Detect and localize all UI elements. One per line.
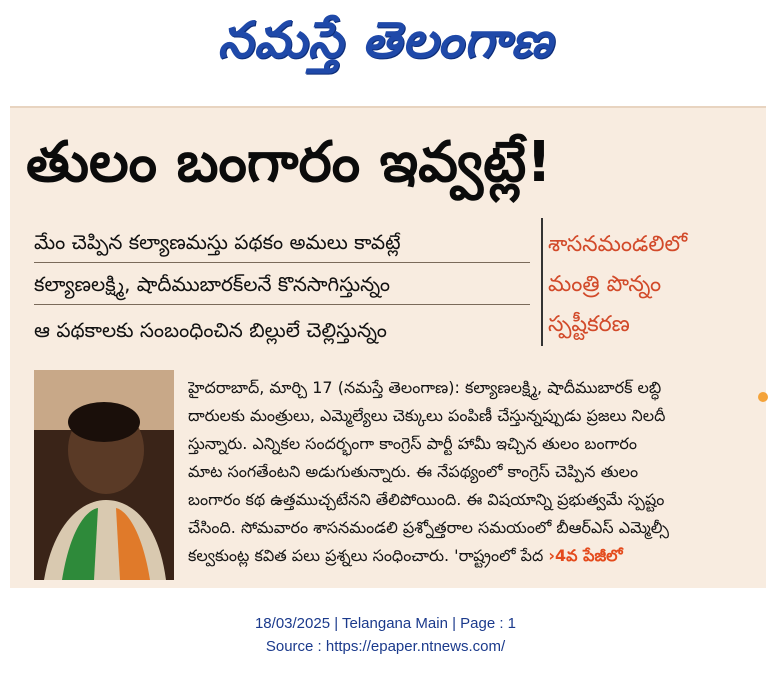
- masthead-title: నమస్తే తెలంగాణ: [217, 10, 554, 69]
- body-line: బంగారం కథ ఉత్తముచ్చటేనని తేలిపోయింది. ఈ విషయాన్ని ప్రభుత్వమే స్పష్టం: [188, 490, 665, 509]
- footer-date-line: 18/03/2025 | Telangana Main | Page : 1: [254, 615, 517, 632]
- subhead-divider: [34, 304, 530, 305]
- footer-source-line[interactable]: Source : https://epaper.ntnews.com/: [265, 638, 506, 655]
- minister-photo: [34, 370, 174, 580]
- continued-on-page-link[interactable]: [548, 546, 622, 565]
- article-body: [188, 374, 748, 570]
- news-clipping: [10, 106, 766, 588]
- subhead-divider: [34, 262, 530, 263]
- column-divider: [541, 218, 543, 346]
- chevron-right-icon: ›: [548, 546, 555, 565]
- sidebar-line-2: మంత్రి పొన్నం: [548, 272, 662, 297]
- body-line-last: [188, 542, 748, 570]
- body-line: మాట సంగతేంటని అడుగుతున్నారు. ఈ నేపథ్యంలో కాంగ్రెస్ చెప్పిన తులం: [188, 462, 639, 481]
- subhead-1: మేం చెప్పిన కల్యాణమస్తు పథకం అమలు కావట్లే: [34, 230, 401, 254]
- subhead-2: కల్యాణలక్ష్మి, షాదీముబారక్‌లనే కొనసాగిస్తున్నం: [34, 272, 390, 296]
- body-line-text: కల్వకుంట్ల కవిత పలు ప్రశ్నలు సంధించారు. 'రాష్ట్రంలో పేద: [188, 546, 544, 565]
- sidebar-line-3: స్పష్టీకరణ: [548, 312, 630, 337]
- body-line: చేసింది. సోమవారం శాసనమండలి ప్రశ్నోత్తరాల సమయంలో బీఆర్‌ఎస్ ఎమ్మెల్సీ: [188, 518, 669, 537]
- sidebar-line-1: శాసనమండలిలో: [548, 232, 688, 257]
- footer: [0, 612, 771, 658]
- continued-label: 4వ పేజీలో: [554, 546, 623, 565]
- body-line: హైదరాబాద్, మార్చి 17 (నమస్తే తెలంగాణ): కల్యాణలక్ష్మి, షాదీముబారక్ లబ్ధి: [188, 378, 662, 397]
- subhead-3: ఆ పథకాలకు సంబంధించిన బిల్లులే చెల్లిస్తున్నం: [34, 318, 387, 342]
- masthead: [0, 0, 771, 92]
- body-line: దారులకు మంత్రులు, ఎమ్మెల్యేలు చెక్కులు పంపిణీ చేస్తున్నప్పుడు ప్రజలు నిలదీ: [188, 406, 666, 425]
- body-line: స్తున్నారు. ఎన్నికల సందర్భంగా కాంగ్రెస్ పార్టీ హామీ ఇచ్చిన తులం బంగారం: [188, 434, 637, 453]
- bullet-dot-icon: [758, 392, 768, 402]
- headline: తులం బంగారం ఇవ్వట్లే!: [26, 130, 552, 195]
